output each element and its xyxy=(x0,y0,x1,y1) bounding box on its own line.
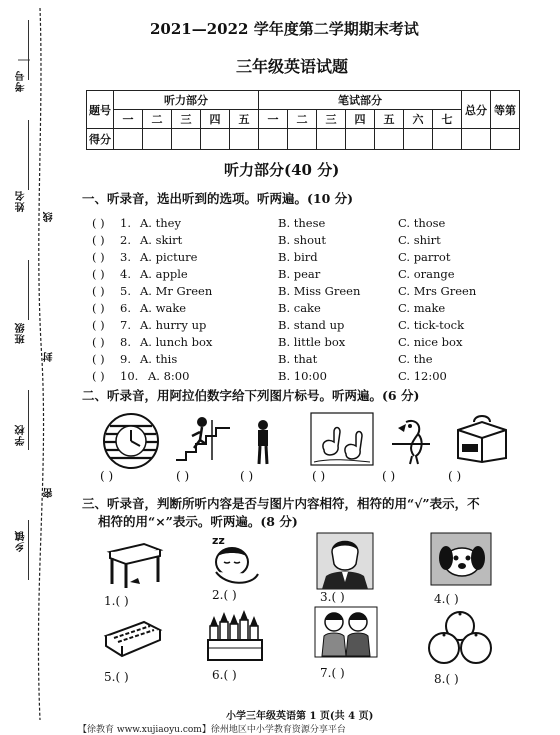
score-cell[interactable] xyxy=(143,129,172,150)
man-portrait-picture xyxy=(316,532,374,590)
q1-option-b: B. stand up xyxy=(278,318,345,332)
q1-option-c: C. parrot xyxy=(398,250,451,264)
q1-item-number: 5. xyxy=(120,284,131,298)
eraser-picture xyxy=(100,614,166,660)
q1-answer-blank[interactable]: ( ) xyxy=(92,250,105,264)
q3-instruction-line2: 相符的用“×”表示。听两遍。(8 分) xyxy=(98,514,298,529)
q3-answer-7[interactable]: 7.( ) xyxy=(320,666,345,680)
exam-number-label: 考号 xyxy=(16,70,27,92)
q1-option-b: B. that xyxy=(278,352,318,366)
q3-instruction-line1: 三、听录音，判断所听内容是否与图片内容相符，相符的用“√”表示，不 xyxy=(82,496,480,511)
q1-answer-blank[interactable]: ( ) xyxy=(92,318,105,332)
name-blank xyxy=(28,120,29,190)
seal-char-line: 线 xyxy=(44,212,55,222)
q1-answer-blank[interactable]: ( ) xyxy=(92,352,105,366)
q1-answer-blank[interactable]: ( ) xyxy=(92,267,105,281)
q1-option-c: C. orange xyxy=(398,267,455,281)
q1-option-b: B. little box xyxy=(278,335,346,349)
q1-option-c: C. make xyxy=(398,301,446,315)
q1-item-number: 4. xyxy=(120,267,131,281)
q1-option-b: B. these xyxy=(278,216,326,230)
q1-option-a: A. skirt xyxy=(140,233,183,247)
q1-option-b: B. shout xyxy=(278,233,327,247)
q1-item-number: 6. xyxy=(120,301,131,315)
score-row-header: 得分 xyxy=(87,129,114,150)
q1-option-a: A. Mr Green xyxy=(140,284,213,298)
listening-col: 一 xyxy=(114,110,143,129)
dog-picture xyxy=(430,532,492,586)
listening-section-title: 听力部分(40 分) xyxy=(224,161,340,179)
q1-option-b: B. pear xyxy=(278,267,321,281)
score-cell[interactable] xyxy=(259,129,288,150)
two-children-picture xyxy=(314,606,378,658)
q1-item-number: 7. xyxy=(120,318,131,332)
q1-item-number: 3. xyxy=(120,250,131,264)
q2-answer-5[interactable]: ( ) xyxy=(382,469,396,483)
written-header: 笔试部分 xyxy=(259,91,462,110)
listening-col: 四 xyxy=(201,110,230,129)
q1-option-a: A. 8:00 xyxy=(148,369,190,383)
page-footer: 小学三年级英语第 1 页(共 4 页) xyxy=(226,711,374,722)
q1-instruction: 一、听录音，选出听到的选项。听两遍。(10 分) xyxy=(82,191,354,206)
score-cell[interactable] xyxy=(201,129,230,150)
q1-option-b: B. cake xyxy=(278,301,321,315)
q1-option-b: B. 10:00 xyxy=(278,369,327,383)
svg-text:zz: zz xyxy=(212,534,225,547)
q3-answer-6[interactable]: 6.( ) xyxy=(212,668,237,682)
total-header: 总分 xyxy=(462,91,491,129)
binding-line xyxy=(0,0,70,735)
q1-option-b: B. bird xyxy=(278,250,318,264)
q2-instruction: 二、听录音，用阿拉伯数字给下列图片标号。听两遍。(6 分) xyxy=(82,388,420,403)
binding-margin xyxy=(0,0,70,735)
source-line: 【徐教育 www.xujiaoyu.com】徐州地区中小学教育资源分享平台 xyxy=(78,725,346,735)
q1-option-a: A. picture xyxy=(140,250,198,264)
listening-header: 听力部分 xyxy=(114,91,259,110)
score-cell[interactable] xyxy=(375,129,404,150)
q1-option-c: C. Mrs Green xyxy=(398,284,477,298)
q1-item-number: 9. xyxy=(120,352,131,366)
q1-answer-blank[interactable]: ( ) xyxy=(92,335,105,349)
q1-option-a: A. lunch box xyxy=(140,335,213,349)
written-col: 二 xyxy=(288,110,317,129)
q1-option-a: A. they xyxy=(140,216,181,230)
lunch-box-picture xyxy=(452,412,510,464)
q3-answer-2[interactable]: 2.( ) xyxy=(212,588,237,602)
q1-answer-blank[interactable]: ( ) xyxy=(92,369,105,383)
q2-answer-4[interactable]: ( ) xyxy=(312,469,326,483)
town-label: 乡镇 xyxy=(16,530,27,552)
crayons-picture xyxy=(204,610,270,666)
q1-option-c: C. shirt xyxy=(398,233,441,247)
written-col: 三 xyxy=(317,110,346,129)
q1-item-number: 2. xyxy=(120,233,131,247)
score-cell[interactable] xyxy=(491,129,520,150)
score-cell[interactable] xyxy=(462,129,491,150)
q1-item-number: 10. xyxy=(120,369,139,383)
q1-item-number: 1. xyxy=(120,216,131,230)
listening-col: 二 xyxy=(143,110,172,129)
score-cell[interactable] xyxy=(172,129,201,150)
written-col: 五 xyxy=(375,110,404,129)
written-col: 一 xyxy=(259,110,288,129)
q1-answer-blank[interactable]: ( ) xyxy=(92,233,105,247)
score-cell[interactable] xyxy=(288,129,317,150)
written-col: 四 xyxy=(346,110,375,129)
q1-option-c: C. those xyxy=(398,216,446,230)
score-cell[interactable] xyxy=(433,129,462,150)
class-blank xyxy=(28,260,29,320)
score-cell[interactable] xyxy=(114,129,143,150)
q2-answer-6[interactable]: ( ) xyxy=(448,469,462,483)
listening-col: 三 xyxy=(172,110,201,129)
q1-answer-blank[interactable]: ( ) xyxy=(92,284,105,298)
score-cell[interactable] xyxy=(346,129,375,150)
written-col: 七 xyxy=(433,110,462,129)
name-label: 姓名 xyxy=(16,190,27,212)
q1-answer-blank[interactable]: ( ) xyxy=(92,301,105,315)
score-table xyxy=(86,90,520,150)
school-label: 学校 xyxy=(16,424,27,446)
geese-picture xyxy=(310,412,374,466)
clock-picture xyxy=(100,412,162,470)
standing-child-picture xyxy=(248,418,278,468)
oranges-picture xyxy=(426,608,494,666)
q1-option-c: C. 12:00 xyxy=(398,369,447,383)
q2-answer-3[interactable]: ( ) xyxy=(240,469,254,483)
q3-answer-5[interactable]: 5.( ) xyxy=(104,670,129,684)
q3-answer-1[interactable]: 1.( ) xyxy=(104,594,129,608)
q3-answer-4[interactable]: 4.( ) xyxy=(434,592,459,606)
table-picture xyxy=(104,538,164,590)
q3-answer-3[interactable]: 3.( ) xyxy=(320,590,345,604)
q1-option-a: A. hurry up xyxy=(140,318,207,332)
exam-title: 2021—2022 学年度第二学期期末考试 xyxy=(150,20,419,38)
q1-option-c: C. the xyxy=(398,352,433,366)
stairs-climber-picture xyxy=(172,414,238,464)
q3-answer-8[interactable]: 8.( ) xyxy=(434,672,459,686)
q1-option-a: A. wake xyxy=(140,301,187,315)
q1-option-a: A. apple xyxy=(140,267,188,281)
score-cell[interactable] xyxy=(404,129,433,150)
q1-option-c: C. tick-tock xyxy=(398,318,465,332)
q1-option-a: A. this xyxy=(140,352,178,366)
q2-answer-1[interactable]: ( ) xyxy=(100,469,114,483)
q2-answer-2[interactable]: ( ) xyxy=(176,469,190,483)
parrot-picture xyxy=(388,414,434,466)
q1-option-c: C. nice box xyxy=(398,335,463,349)
class-label: 班级 xyxy=(16,322,27,344)
score-cell[interactable] xyxy=(230,129,259,150)
exam-subtitle: 三年级英语试题 xyxy=(236,57,349,76)
seal-char-seal: 封 xyxy=(44,352,55,362)
seal-char-secret: 密 xyxy=(44,488,55,498)
listening-col: 五 xyxy=(230,110,259,129)
grade-header: 等第 xyxy=(491,91,520,129)
item-number-header: 题号 xyxy=(87,91,114,129)
q1-item-number: 8. xyxy=(120,335,131,349)
q1-option-b: B. Miss Green xyxy=(278,284,361,298)
sleeping-child-picture xyxy=(206,532,262,586)
written-col: 六 xyxy=(404,110,433,129)
q1-answer-blank[interactable]: ( ) xyxy=(92,216,105,230)
score-cell[interactable] xyxy=(317,129,346,150)
